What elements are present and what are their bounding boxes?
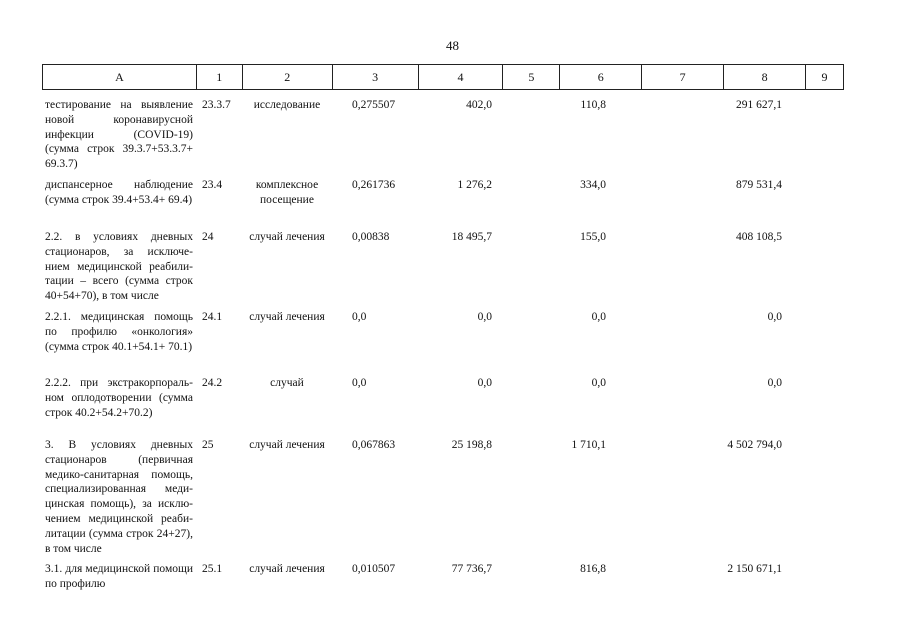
- row-unit: случай лечения: [249, 231, 325, 243]
- row-col3-value: 0,00838: [352, 231, 390, 243]
- row-description: тестирование на выявление новой коронавирусной инфекции (COVID-19) (сумма строк 39.3.7+53.3.7+ 69.3.7): [45, 99, 193, 171]
- row-col6-value: 0,0: [591, 377, 606, 389]
- header-col-5: 5: [503, 65, 560, 89]
- header-col-6: 6: [560, 65, 642, 89]
- row-col8-value: 408 108,5: [736, 231, 782, 243]
- header-col-1: 1: [197, 65, 243, 89]
- row-description: диспансерное наблюдение (сумма строк 39.4+53.4+ 69.4): [45, 179, 193, 206]
- row-col3-value: 0,275507: [352, 99, 396, 111]
- row-col3-value: 0,010507: [352, 563, 396, 575]
- row-col8-value: 291 627,1: [736, 99, 782, 111]
- row-code: 25: [202, 439, 214, 451]
- row-unit: случай лечения: [249, 439, 325, 451]
- row-description: 3.1. для медицинской помощи по профилю: [45, 563, 193, 590]
- row-unit: случай лечения: [249, 311, 325, 323]
- row-col3-value: 0,0: [352, 311, 367, 323]
- row-description: 2.2.2. при экстракорпораль- ном оплодотворении (сумма строк 40.2+54.2+70.2): [45, 377, 193, 419]
- row-code: 24: [202, 231, 214, 243]
- row-col6-value: 110,8: [580, 99, 606, 111]
- row-col8-value: 2 150 671,1: [727, 563, 782, 575]
- page-number: 48: [446, 38, 459, 53]
- row-col6-value: 0,0: [591, 311, 606, 323]
- row-col4-value: 18 495,7: [451, 231, 492, 243]
- header-col-a: А: [43, 65, 197, 89]
- row-unit: исследование: [253, 99, 321, 111]
- row-code: 24.1: [202, 311, 223, 323]
- row-code: 24.2: [202, 377, 223, 389]
- row-unit: случай: [270, 377, 304, 389]
- row-col4-value: 25 198,8: [451, 439, 492, 451]
- header-col-2: 2: [243, 65, 333, 89]
- row-code: 23.3.7: [202, 99, 231, 111]
- row-description: 3. В условиях дневных стационаров (первичная медико-санитарная помощь, специализированная меди- цинская помощь), за исклю- чением медицинской реаби- литации (сумма строк 24+27), в том числе: [45, 439, 193, 555]
- header-col-7: 7: [642, 65, 724, 89]
- row-col4-value: 0,0: [477, 311, 492, 323]
- header-col-9: 9: [806, 65, 844, 89]
- row-col4-value: 0,0: [477, 377, 492, 389]
- row-col8-value: 4 502 794,0: [727, 439, 782, 451]
- row-col3-value: 0,0: [352, 377, 367, 389]
- row-unit: комплексное посещение: [255, 179, 319, 206]
- row-col6-value: 155,0: [580, 231, 606, 243]
- row-col6-value: 1 710,1: [571, 439, 606, 451]
- table-header-row: [42, 64, 844, 90]
- row-col6-value: 816,8: [580, 563, 606, 575]
- row-col8-value: 879 531,4: [736, 179, 782, 191]
- row-code: 25.1: [202, 563, 223, 575]
- row-description: 2.2. в условиях дневных стационаров, за исключе- нием медицинской реабили- тации – всего (сумма строк 40+54+70), в том числе: [45, 231, 193, 303]
- row-code: 23.4: [202, 179, 223, 191]
- row-unit: случай лечения: [249, 563, 325, 575]
- row-col6-value: 334,0: [580, 179, 606, 191]
- row-col4-value: 402,0: [466, 99, 492, 111]
- row-col4-value: 1 276,2: [457, 179, 492, 191]
- row-col3-value: 0,067863: [352, 439, 396, 451]
- row-col8-value: 0,0: [767, 311, 782, 323]
- header-col-4: 4: [419, 65, 504, 89]
- row-col8-value: 0,0: [767, 377, 782, 389]
- row-col4-value: 77 736,7: [451, 563, 492, 575]
- header-col-3: 3: [333, 65, 419, 89]
- header-col-8: 8: [724, 65, 806, 89]
- row-col3-value: 0,261736: [352, 179, 396, 191]
- row-description: 2.2.1. медицинская помощь по профилю «онкология» (сумма строк 40.1+54.1+ 70.1): [45, 311, 193, 353]
